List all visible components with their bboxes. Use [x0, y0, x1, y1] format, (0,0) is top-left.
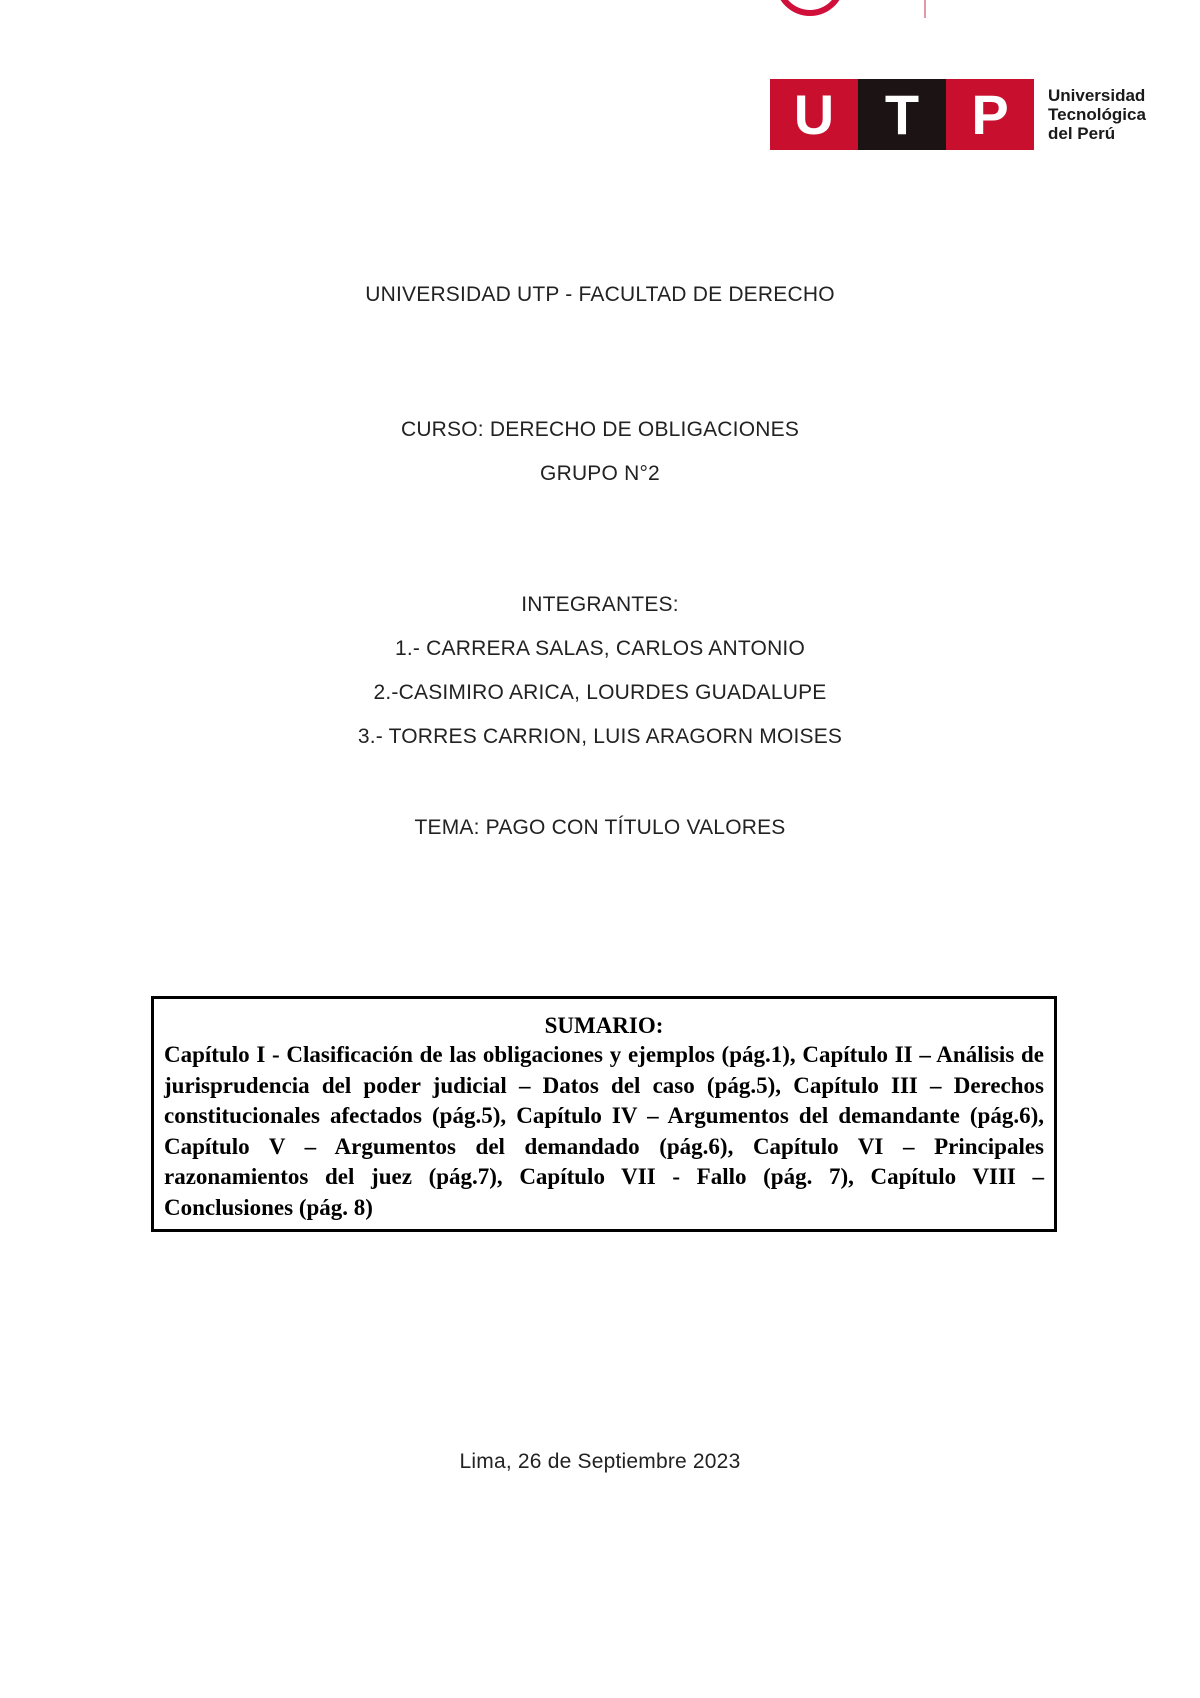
member-item-3: 3.- TORRES CARRION, LUIS ARAGORN MOISES: [357, 725, 843, 748]
member-item-1: 1.- CARRERA SALAS, CARLOS ANTONIO: [395, 637, 805, 660]
cropped-logo-fragment: [775, 0, 845, 16]
member-item-2: 2.-CASIMIRO ARICA, LOURDES GUADALUPE: [373, 681, 827, 704]
group-line: GRUPO N°2: [540, 462, 660, 485]
logo-university-name: [1048, 79, 1146, 150]
summary-title: SUMARIO:: [544, 1013, 664, 1038]
institution-heading: UNIVERSIDAD UTP - FACULTAD DE DERECHO: [365, 283, 835, 306]
members-heading: INTEGRANTES:: [521, 593, 679, 616]
place-date: Lima, 26 de Septiembre 2023: [459, 1450, 741, 1473]
utp-logo: [770, 79, 1146, 150]
logo-letter-p: P: [946, 79, 1034, 150]
logo-name-line-1: Universidad: [1048, 86, 1146, 105]
topic-line: TEMA: PAGO CON TÍTULO VALORES: [414, 816, 786, 839]
logo-name-line-2: Tecnológica: [1048, 105, 1146, 124]
cropped-divider-fragment: [924, 0, 926, 18]
summary-box: [151, 996, 1057, 1232]
course-line: CURSO: DERECHO DE OBLIGACIONES: [400, 418, 800, 441]
logo-letter-t: T: [858, 79, 946, 150]
summary-body: Capítulo I - Clasificación de las obligaciones y ejemplos (pág.1), Capítulo II – Análisis de jurisprudencia del poder judicial – Datos del caso (pág.5), Capítulo III – Derechos constitucionales afectados (pág.5), Capítulo IV – Argumentos del demandante (pág.6), Capítulo V – Argumentos del demandado (pág.6), Capítulo VI – Principales razonamientos del juez (pág.7), Capítulo VII - Fallo (pág. 7), Capítulo VIII – Conclusiones (pág. 8): [164, 1042, 1044, 1220]
logo-letter-u: U: [770, 79, 858, 150]
logo-name-line-3: del Perú: [1048, 124, 1116, 143]
